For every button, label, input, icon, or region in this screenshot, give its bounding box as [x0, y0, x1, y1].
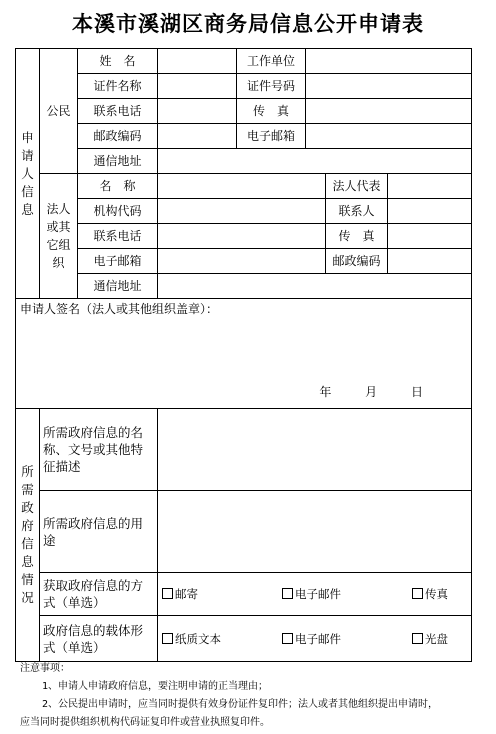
info-carrier-options: [158, 616, 472, 662]
citizen-address-label: 通信地址: [78, 149, 158, 174]
carrier-option-disc[interactable]: 光盘: [412, 631, 448, 647]
date-day-label: 日: [411, 385, 424, 399]
org-legal-rep-label: 法人代表: [326, 174, 388, 199]
date-month-label: 月: [365, 385, 378, 399]
method-option-mail[interactable]: 邮寄: [162, 586, 198, 602]
carrier-option-email[interactable]: 电子邮件: [282, 631, 341, 647]
org-email-field[interactable]: [158, 249, 326, 274]
org-postcode-field[interactable]: [388, 249, 472, 274]
info-method-label: 获取政府信息的方式（单选）: [40, 573, 158, 616]
org-contact-label: 联系人: [326, 199, 388, 224]
citizen-work-unit-field[interactable]: [306, 49, 472, 74]
citizen-postcode-label: 邮政编码: [78, 124, 158, 149]
citizen-id-type-label: 证件名称: [78, 74, 158, 99]
checkbox-icon[interactable]: [282, 588, 293, 599]
checkbox-icon[interactable]: [162, 588, 173, 599]
info-description-label: 所需政府信息的名称、文号或其他特征描述: [40, 409, 158, 491]
citizen-address-field[interactable]: [158, 149, 472, 174]
carrier-option-paper[interactable]: 纸质文本: [162, 631, 221, 647]
org-fax-field[interactable]: [388, 224, 472, 249]
form-title: 本溪市溪湖区商务局信息公开申请表: [72, 11, 424, 36]
signature-label: 申请人签名（法人或其他组织盖章）：: [20, 302, 219, 316]
notes-section: [20, 660, 480, 732]
signature-area[interactable]: [16, 299, 472, 409]
citizen-email-field[interactable]: [306, 124, 472, 149]
notes-item-2a: 2、公民提出申请时，应当同时提供有效身份证件复印件；法人或者其他组织提出申请时，: [42, 699, 439, 710]
citizen-name-field[interactable]: [158, 49, 237, 74]
org-contact-field[interactable]: [388, 199, 472, 224]
application-form-table: [15, 48, 472, 662]
notes-item-1: 1、申请人申请政府信息，要注明申请的正当理由；: [42, 681, 269, 692]
notes-heading: 注意事项：: [20, 663, 70, 674]
org-name-field[interactable]: [158, 174, 326, 199]
citizen-id-number-field[interactable]: [306, 74, 472, 99]
citizen-group-label: 公民: [40, 49, 78, 174]
method-option-fax[interactable]: 传真: [412, 586, 448, 602]
checkbox-icon[interactable]: [412, 633, 423, 644]
citizen-work-unit-label: 工作单位: [237, 49, 306, 74]
org-code-label: 机构代码: [78, 199, 158, 224]
citizen-fax-field[interactable]: [306, 99, 472, 124]
citizen-phone-field[interactable]: [158, 99, 237, 124]
org-code-field[interactable]: [158, 199, 326, 224]
citizen-phone-label: 联系电话: [78, 99, 158, 124]
info-purpose-field[interactable]: [158, 491, 472, 573]
citizen-postcode-field[interactable]: [158, 124, 237, 149]
info-method-options: [158, 573, 472, 616]
info-purpose-label: 所需政府信息的用途: [40, 491, 158, 573]
citizen-id-type-field[interactable]: [158, 74, 237, 99]
applicant-section-label: 申请人信息: [16, 49, 40, 299]
checkbox-icon[interactable]: [412, 588, 423, 599]
checkbox-icon[interactable]: [162, 633, 173, 644]
method-option-email[interactable]: 电子邮件: [282, 586, 341, 602]
citizen-name-label: 姓 名: [78, 49, 158, 74]
org-phone-label: 联系电话: [78, 224, 158, 249]
info-section-label: 所需政府信息情况: [16, 409, 40, 662]
org-name-label: 名 称: [78, 174, 158, 199]
org-legal-rep-field[interactable]: [388, 174, 472, 199]
info-description-field[interactable]: [158, 409, 472, 491]
org-email-label: 电子邮箱: [78, 249, 158, 274]
info-carrier-label: 政府信息的载体形式（单选）: [40, 616, 158, 662]
org-group-label: 法人或其它组织: [40, 174, 78, 299]
citizen-fax-label: 传 真: [237, 99, 306, 124]
citizen-id-number-label: 证件号码: [237, 74, 306, 99]
date-year-label: 年: [319, 385, 332, 399]
org-address-field[interactable]: [158, 274, 472, 299]
notes-item-2b: 应当同时提供组织机构代码证复印件或营业执照复印件。: [20, 717, 270, 728]
org-fax-label: 传 真: [326, 224, 388, 249]
org-address-label: 通信地址: [78, 274, 158, 299]
signature-date: [289, 384, 423, 400]
org-phone-field[interactable]: [158, 224, 326, 249]
org-postcode-label: 邮政编码: [326, 249, 388, 274]
citizen-email-label: 电子邮箱: [237, 124, 306, 149]
checkbox-icon[interactable]: [282, 633, 293, 644]
